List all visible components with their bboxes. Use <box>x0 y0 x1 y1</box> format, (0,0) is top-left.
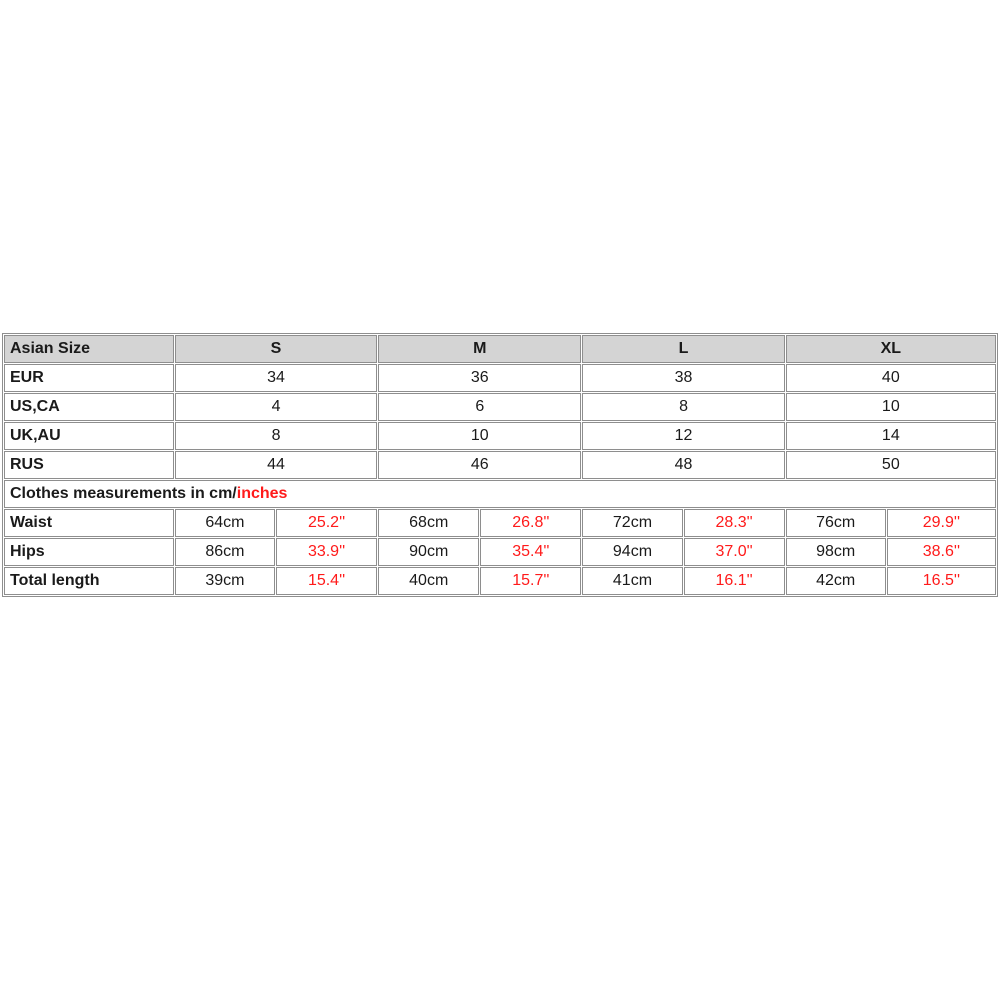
row-label-total-length: Total length <box>4 567 174 595</box>
cm-cell: 64cm <box>175 509 275 537</box>
table-cell: 46 <box>378 451 581 479</box>
table-cell: 10 <box>786 393 996 421</box>
cm-cell: 68cm <box>378 509 479 537</box>
table-row-rus <box>4 451 996 479</box>
cm-cell: 41cm <box>582 567 682 595</box>
table-cell: 38 <box>582 364 784 392</box>
table-cell: 8 <box>175 422 377 450</box>
row-label-waist: Waist <box>4 509 174 537</box>
table-cell: 34 <box>175 364 377 392</box>
size-header-m: M <box>378 335 581 363</box>
inch-cell: 29.9'' <box>887 509 996 537</box>
table-cell: 44 <box>175 451 377 479</box>
table-cell: 10 <box>378 422 581 450</box>
cm-cell: 94cm <box>582 538 682 566</box>
size-header-s: S <box>175 335 377 363</box>
inch-cell: 35.4'' <box>480 538 581 566</box>
table-cell: 12 <box>582 422 784 450</box>
table-cell: 40 <box>786 364 996 392</box>
row-label-uk-au: UK,AU <box>4 422 174 450</box>
cm-cell: 86cm <box>175 538 275 566</box>
table-cell: 50 <box>786 451 996 479</box>
table-cell: 48 <box>582 451 784 479</box>
inch-cell: 26.8'' <box>480 509 581 537</box>
table-row-waist <box>4 509 996 537</box>
inch-cell: 37.0'' <box>684 538 785 566</box>
size-header-l: L <box>582 335 784 363</box>
row-label-hips: Hips <box>4 538 174 566</box>
row-label-eur: EUR <box>4 364 174 392</box>
cm-cell: 40cm <box>378 567 479 595</box>
section-heading-highlight: inches <box>236 485 288 502</box>
asian-size-header: Asian Size <box>4 335 174 363</box>
inch-cell: 33.9'' <box>276 538 377 566</box>
table-cell: 14 <box>786 422 996 450</box>
size-header-xl: XL <box>786 335 996 363</box>
section-row <box>4 480 996 508</box>
cm-cell: 98cm <box>786 538 886 566</box>
inch-cell: 38.6'' <box>887 538 996 566</box>
size-chart-table <box>2 333 998 597</box>
table-cell: 6 <box>378 393 581 421</box>
inch-cell: 28.3'' <box>684 509 785 537</box>
table-row-uk-au <box>4 422 996 450</box>
table-cell: 8 <box>582 393 784 421</box>
table-cell: 4 <box>175 393 377 421</box>
table-row-total-length <box>4 567 996 595</box>
row-label-rus: RUS <box>4 451 174 479</box>
table-row-hips <box>4 538 996 566</box>
inch-cell: 16.5'' <box>887 567 996 595</box>
table-row-us-ca <box>4 393 996 421</box>
section-heading <box>4 480 996 508</box>
inch-cell: 15.7'' <box>480 567 581 595</box>
inch-cell: 25.2'' <box>276 509 377 537</box>
cm-cell: 76cm <box>786 509 886 537</box>
table-row-eur <box>4 364 996 392</box>
inch-cell: 15.4'' <box>276 567 377 595</box>
section-heading-prefix: Clothes measurements in cm/ <box>10 485 237 502</box>
inch-cell: 16.1'' <box>684 567 785 595</box>
table-cell: 36 <box>378 364 581 392</box>
row-label-us-ca: US,CA <box>4 393 174 421</box>
header-row <box>4 335 996 363</box>
cm-cell: 72cm <box>582 509 682 537</box>
cm-cell: 39cm <box>175 567 275 595</box>
cm-cell: 90cm <box>378 538 479 566</box>
cm-cell: 42cm <box>786 567 886 595</box>
